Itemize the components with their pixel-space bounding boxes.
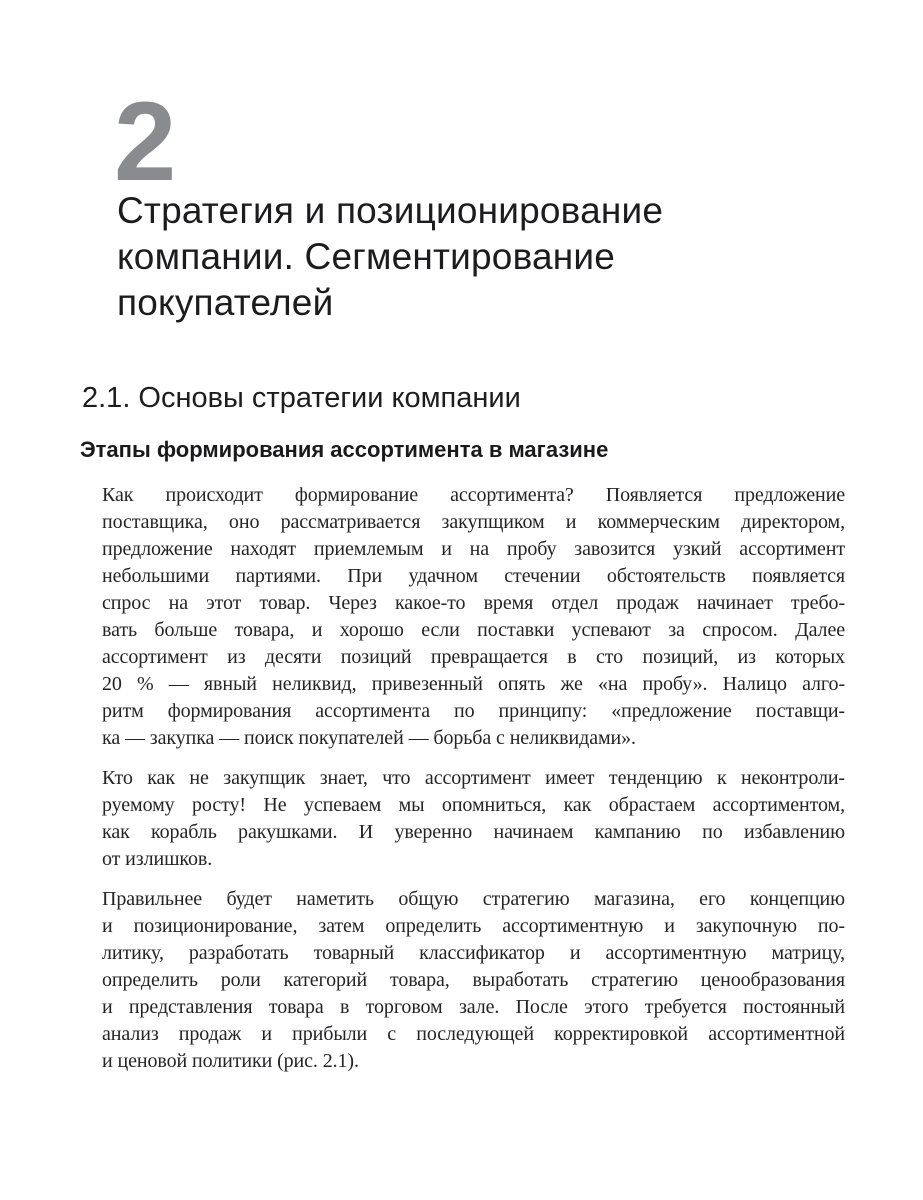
chapter-title-line: компании. Сегментирование [117,236,616,277]
body-line: 20 % — явный неликвид, привезенный опять же «на пробу». Налицо алго- [102,673,845,695]
body-line: спрос на этот товар. Через какое-то время отдел продаж начинает требо- [102,592,845,614]
paragraph [102,482,845,752]
chapter-number: 2 [114,79,177,204]
body-line: и ценовой политики (рис. 2.1). [102,1050,359,1072]
body-line: Кто как не закупщик знает, что ассортимент имеет тенденцию к неконтроли- [102,767,845,789]
body-line: предложение находят приемлемым и на пробу завозится узкий ассортимент [102,538,845,560]
chapter-title [117,188,663,326]
body-line: литику, разработать товарный классификатор и ассортиментную матрицу, [102,942,845,964]
body-line: анализ продаж и прибыли с последующей корректировкой ассортиментной [102,1023,845,1045]
body-line: поставщика, оно рассматривается закупщиком и коммерческим директором, [102,511,845,533]
body-line: от излишков. [102,848,213,870]
subsection-heading: Этапы формирования ассортимента в магазине [80,437,609,462]
body-line: ка — закупка — поиск покупателей — борьба с неликвидами». [102,727,636,749]
body-line: руемому росту! Не успеваем мы опомниться, как обрастаем ассортиментом, [102,794,845,816]
body-line: вать больше товара, и хорошо если поставки успевают за спросом. Далее [102,619,845,641]
section-heading: 2.1. Основы стратегии компании [82,382,521,414]
body-line: и позиционирование, затем определить ассортиментную и закупочную по- [102,915,845,937]
body-line: Как происходит формирование ассортимента? Появляется предложение [102,484,845,506]
chapter-title-line: покупателей [117,282,334,323]
body-line: небольшими партиями. При удачном стечении обстоятельств появляется [102,565,845,587]
body-line: ассортимент из десяти позиций превращается в сто позиций, из которых [102,646,845,668]
body-line: как корабль ракушками. И уверенно начинаем кампанию по избавлению [102,821,845,843]
body-line: определить роли категорий товара, выработать стратегию ценообразования [102,969,845,991]
body-text [102,482,845,1088]
body-line: ритм формирования ассортимента по принципу: «предложение поставщи- [102,700,845,722]
paragraph [102,765,845,873]
chapter-title-line: Стратегия и позиционирование [117,190,664,231]
body-line: Правильнее будет наметить общую стратегию магазина, его концепцию [102,888,845,910]
body-line: и представления товара в торговом зале. После этого требуется постоянный [102,996,845,1018]
paragraph [102,886,845,1075]
